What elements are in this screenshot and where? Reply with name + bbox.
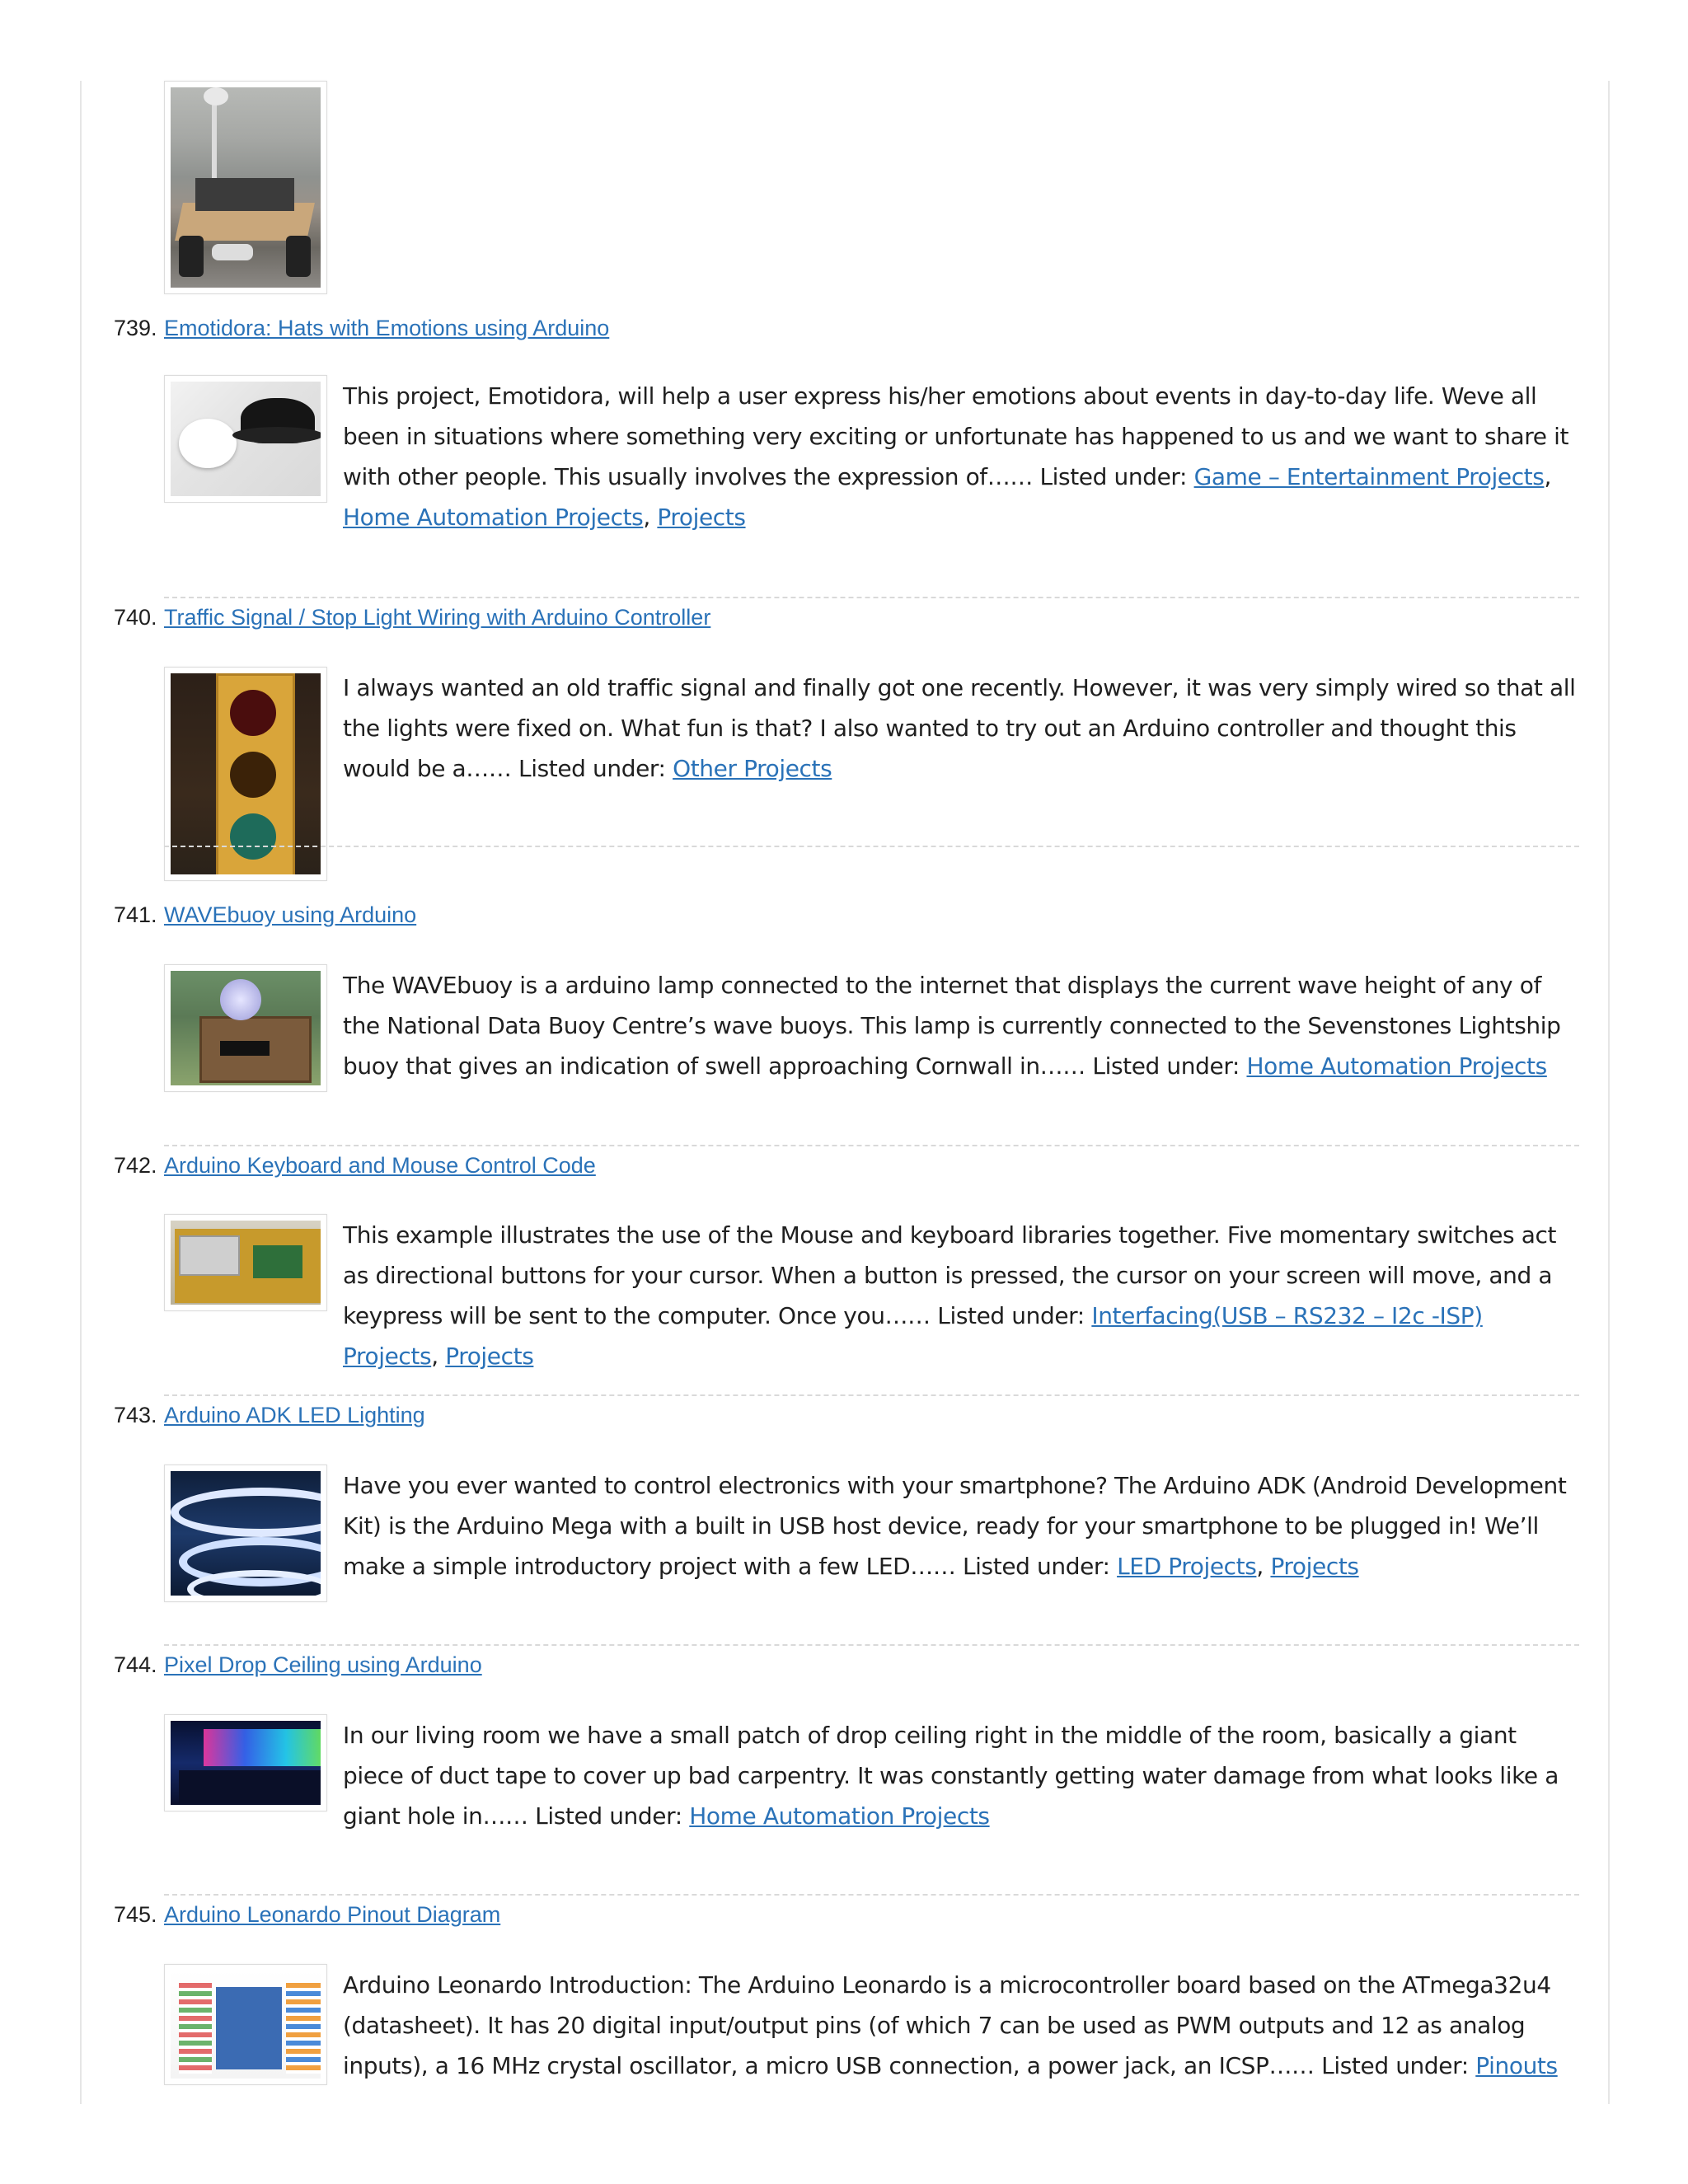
- item-divider: [164, 597, 1579, 598]
- item-description: [343, 1965, 1579, 2086]
- ceiling-lights-photo-icon[interactable]: [164, 1714, 327, 1811]
- category-link[interactable]: Projects: [657, 504, 746, 531]
- item-divider: [164, 1394, 1579, 1396]
- item-text: This example illustrates the use of the Mouse and keyboard libraries together. Five momentary switches act as directional buttons for your cursor. When a button is pressed, the cursor on your screen will move, and a keypress will be sent to the computer. Once you…… Listed under:: [343, 1221, 1557, 1329]
- item-description: [343, 965, 1579, 1086]
- content-border-right: [1608, 81, 1610, 2104]
- item-description: Have you ever wanted to control electronics with your smartphone? The Arduino ADK (Android Development Kit) is the Arduino Mega with a built in USB host device, ready for your smartphone to be plugged in! We’ll make a simple introductory project with a few LED…… Listed under: LED Projects, Projects: [343, 1472, 1567, 1580]
- item-number: 745.: [114, 1902, 157, 1927]
- item-description: This project, Emotidora, will help a user express his/her emotions about events in day-to-day life. Weve all been in situations where something very exciting or unfortunate has happened to us and we want to share it with other people. This usually involves the expression of…… Listed under: Game – Entertainment Projects, Home Automation Projects, Projects: [343, 382, 1569, 531]
- item-number: 739.: [114, 316, 157, 340]
- pinout-diagram-photo-icon[interactable]: [164, 1964, 327, 2085]
- category-link[interactable]: Game – Entertainment Projects: [1193, 463, 1545, 490]
- item-description: [343, 1715, 1579, 1836]
- item-number: 744.: [114, 1652, 157, 1677]
- category-link[interactable]: Interfacing(USB – RS232 – I2c -ISP) Projects: [343, 1302, 1483, 1370]
- content-border-left: [80, 81, 82, 2104]
- item-divider: [164, 1894, 1579, 1896]
- category-link[interactable]: Other Projects: [673, 755, 832, 782]
- category-link[interactable]: LED Projects: [1117, 1553, 1257, 1580]
- category-link[interactable]: Home Automation Projects: [1246, 1052, 1547, 1080]
- circuit-board-photo-icon[interactable]: [164, 1214, 327, 1311]
- robot-car-photo-icon[interactable]: [164, 81, 327, 294]
- item-text: Arduino Leonardo Introduction: The Arduino Leonardo is a microcontroller board based on the ATmega32u4 (datasheet). It has 20 digital input/output pins (of which 7 can be used as PWM outputs and 12 as analog inputs), a 16 MHz crystal oscillator, a micro USB connection, a power jack, an ICSP…… Listed under:: [343, 1971, 1551, 2079]
- item-number: 741.: [114, 902, 157, 927]
- item-text: In our living room we have a small patch of drop ceiling right in the middle of the room, basically a giant piece of duct tape to cover up bad carpentry. It was constantly getting water damage from what looks like a giant hole in…… Listed under:: [343, 1722, 1559, 1830]
- item-text: Have you ever wanted to control electronics with your smartphone? The Arduino ADK (Android Development Kit) is the Arduino Mega with a built in USB host device, ready for your smartphone to be plugged in! We’ll make a simple introductory project with a few LED…… Listed under:: [343, 1472, 1567, 1580]
- item-divider: [164, 1644, 1579, 1646]
- item-title-link[interactable]: Arduino Keyboard and Mouse Control Code: [164, 1153, 596, 1178]
- item-description: This example illustrates the use of the Mouse and keyboard libraries together. Five momentary switches act as directional buttons for your cursor. When a button is pressed, the cursor on your screen will move, and a keypress will be sent to the computer. Once you…… Listed under: Interfacing(USB – RS232 – I2c -ISP) Projects, Projects: [343, 1221, 1557, 1370]
- item-title-link[interactable]: Traffic Signal / Stop Light Wiring with Arduino Controller: [164, 605, 711, 630]
- item-title-link[interactable]: WAVEbuoy using Arduino: [164, 902, 417, 927]
- item-text: The WAVEbuoy is a arduino lamp connected to the internet that displays the current wave height of any of the National Data Buoy Centre’s wave buoys. This lamp is currently connected to the Sevenstones Lightship buoy that gives an indication of swell approaching Cornwall in…… Listed under:: [343, 972, 1561, 1080]
- category-link[interactable]: Home Automation Projects: [343, 504, 644, 531]
- item-number: 743.: [114, 1403, 157, 1427]
- item-title-link[interactable]: Pixel Drop Ceiling using Arduino: [164, 1652, 482, 1677]
- item-number: 742.: [114, 1153, 157, 1178]
- item-title-link[interactable]: Arduino ADK LED Lighting: [164, 1403, 425, 1427]
- item-divider: [164, 846, 1579, 847]
- item-description: [343, 668, 1579, 789]
- item-text: I always wanted an old traffic signal and finally got one recently. However, it was very simply wired so that all the lights were fixed on. What fun is that? I also wanted to try out an Arduino controller and thought this would be a…… Listed under:: [343, 674, 1576, 782]
- category-link[interactable]: Projects: [1270, 1553, 1359, 1580]
- hats-photo-icon[interactable]: [164, 375, 327, 503]
- category-link[interactable]: Projects: [445, 1343, 534, 1370]
- led-strip-photo-icon[interactable]: [164, 1465, 327, 1602]
- item-title-link[interactable]: Emotidora: Hats with Emotions using Arduino: [164, 316, 610, 340]
- lamp-photo-icon[interactable]: [164, 964, 327, 1092]
- item-text: This project, Emotidora, will help a user express his/her emotions about events in day-to-day life. Weve all been in situations where something very exciting or unfortunate has happened to us and we want to share it with other people. This usually involves the expression of…… Listed under:: [343, 382, 1569, 490]
- item-title-link[interactable]: Arduino Leonardo Pinout Diagram: [164, 1902, 501, 1927]
- item-divider: [164, 1145, 1579, 1146]
- item-number: 740.: [114, 605, 157, 630]
- traffic-light-photo-icon[interactable]: [164, 667, 327, 881]
- category-link[interactable]: Home Automation Projects: [689, 1802, 990, 1830]
- category-link[interactable]: Pinouts: [1475, 2052, 1558, 2079]
